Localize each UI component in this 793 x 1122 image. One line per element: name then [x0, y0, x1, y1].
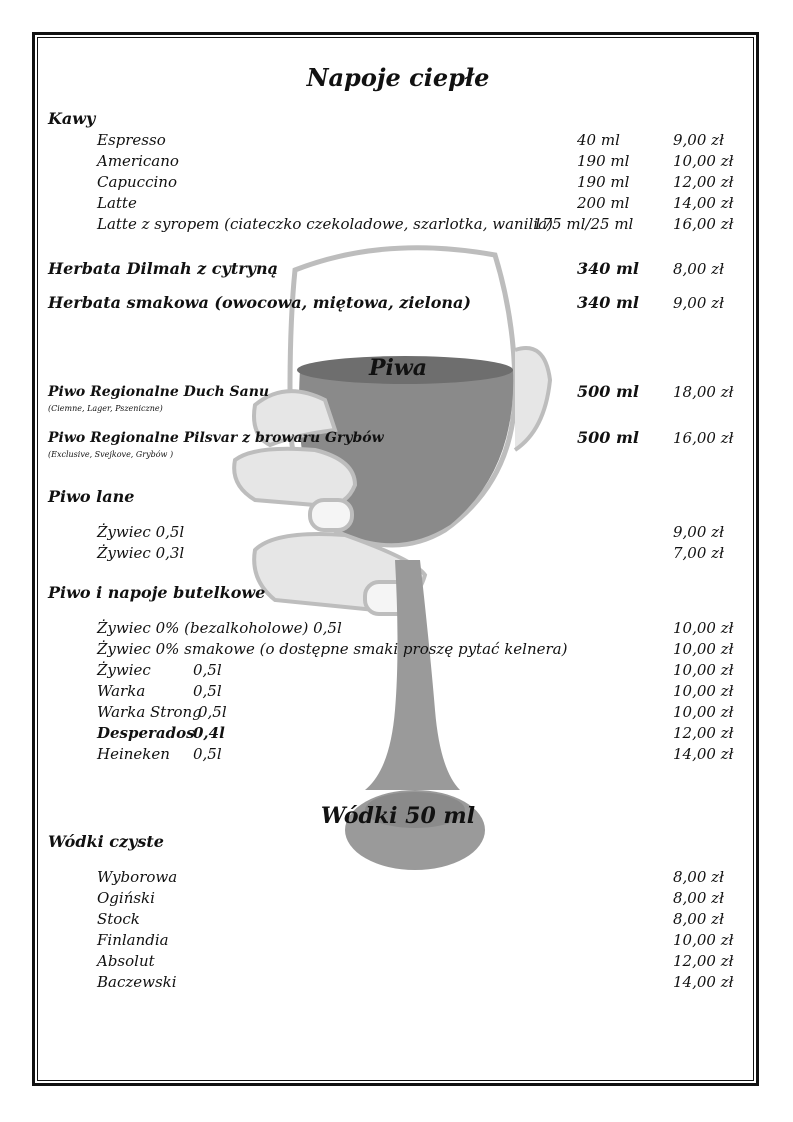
menu-item-name: Heineken [97, 745, 170, 763]
menu-item-price: 10,00 zł [673, 640, 734, 658]
menu-item-name: Latte [97, 194, 137, 212]
menu-item-name: Żywiec 0,3l [97, 544, 185, 562]
menu-item-name: Espresso [97, 131, 166, 149]
menu-item-price: 10,00 zł [673, 682, 734, 700]
menu-item-price: 9,00 zł [673, 523, 724, 541]
menu-item-price: 10,00 zł [673, 703, 734, 721]
menu-item-volume: 500 ml [577, 382, 639, 401]
category-heading-vodka: Wódki czyste [48, 832, 164, 851]
menu-item-price: 7,00 zł [673, 544, 724, 562]
menu-item-volume: 190 ml [577, 152, 630, 170]
menu-item-name: Finlandia [97, 931, 169, 949]
menu-item-price: 14,00 zł [673, 745, 734, 763]
menu-item-price: 8,00 zł [673, 260, 724, 278]
menu-item-price: 8,00 zł [673, 889, 724, 907]
menu-item-name: Americano [97, 152, 179, 170]
menu-item-price: 9,00 zł [673, 131, 724, 149]
menu-item-name: Latte z syropem (ciateczko czekoladowe, szarlotka, wanilia) [97, 215, 553, 233]
category-heading-bottled: Piwo i napoje butelkowe [48, 583, 266, 602]
menu-item-name: Żywiec 0% (bezalkoholowe) 0,5l [97, 619, 342, 637]
menu-item-name: Piwo Regionalne Duch Sanu [48, 384, 270, 400]
category-heading-coffee: Kawy [48, 109, 96, 128]
menu-item-volume: 340 ml [577, 259, 639, 278]
section-title-vodka: Wódki 50 ml [320, 803, 476, 829]
menu-item-volume: 340 ml [577, 293, 639, 312]
menu-item-price: 12,00 zł [673, 952, 734, 970]
menu-item-subtitle: (Exclusive, Svejkove, Grybów ) [48, 450, 174, 459]
menu-item-volume: 0,5l [193, 745, 222, 763]
wine-glass-hand-illustration [215, 230, 575, 890]
menu-item-price: 12,00 zł [673, 724, 734, 742]
menu-item-name: Warka Strong [97, 703, 202, 721]
menu-item-volume: 40 ml [577, 131, 620, 149]
menu-item-price: 10,00 zł [673, 152, 734, 170]
menu-item-name: Stock [97, 910, 140, 928]
menu-item-price: 9,00 zł [673, 294, 724, 312]
menu-item-volume: 0,5l [198, 703, 227, 721]
menu-item-volume: 175 ml/25 ml [533, 215, 634, 233]
menu-item-price: 8,00 zł [673, 910, 724, 928]
menu-item-name: Herbata Dilmah z cytryną [48, 259, 278, 278]
menu-item-price: 10,00 zł [673, 931, 734, 949]
menu-item-name: Żywiec 0,5l [97, 523, 185, 541]
menu-item-name: Żywiec 0% smakowe (o dostępne smaki proszę pytać kelnera) [97, 640, 568, 658]
menu-item-price: 10,00 zł [673, 619, 734, 637]
menu-item-name: Warka [97, 682, 146, 700]
section-title-beer: Piwa [368, 355, 428, 381]
menu-item-price: 10,00 zł [673, 661, 734, 679]
menu-item-subtitle: (Ciemne, Lager, Pszeniczne) [48, 404, 163, 413]
menu-item-name: Ogiński [97, 889, 155, 907]
menu-item-volume: 0,5l [193, 682, 222, 700]
menu-item-name: Absolut [97, 952, 155, 970]
menu-item-price: 12,00 zł [673, 173, 734, 191]
menu-item-price: 14,00 zł [673, 973, 734, 991]
menu-item-volume: 0,5l [193, 661, 222, 679]
menu-item-name: Żywiec [97, 661, 151, 679]
menu-item-name: Desperados [97, 724, 195, 742]
menu-item-volume: 190 ml [577, 173, 630, 191]
menu-item-name: Piwo Regionalne Pilsvar z browaru Grybów [48, 430, 384, 446]
menu-item-price: 16,00 zł [673, 429, 734, 447]
menu-item-volume: 500 ml [577, 428, 639, 447]
menu-item-volume: 200 ml [577, 194, 630, 212]
menu-item-price: 18,00 zł [673, 383, 734, 401]
menu-item-name: Wyborowa [97, 868, 178, 886]
section-title-hot-drinks: Napoje ciepłe [306, 63, 490, 92]
menu-item-name: Baczewski [97, 973, 177, 991]
menu-item-price: 16,00 zł [673, 215, 734, 233]
menu-item-volume: 0,4l [193, 724, 225, 742]
menu-item-price: 8,00 zł [673, 868, 724, 886]
menu-item-name: Capuccino [97, 173, 177, 191]
category-heading-draft-beer: Piwo lane [48, 487, 135, 506]
menu-item-price: 14,00 zł [673, 194, 734, 212]
menu-item-name: Herbata smakowa (owocowa, miętowa, zielona) [48, 293, 471, 312]
